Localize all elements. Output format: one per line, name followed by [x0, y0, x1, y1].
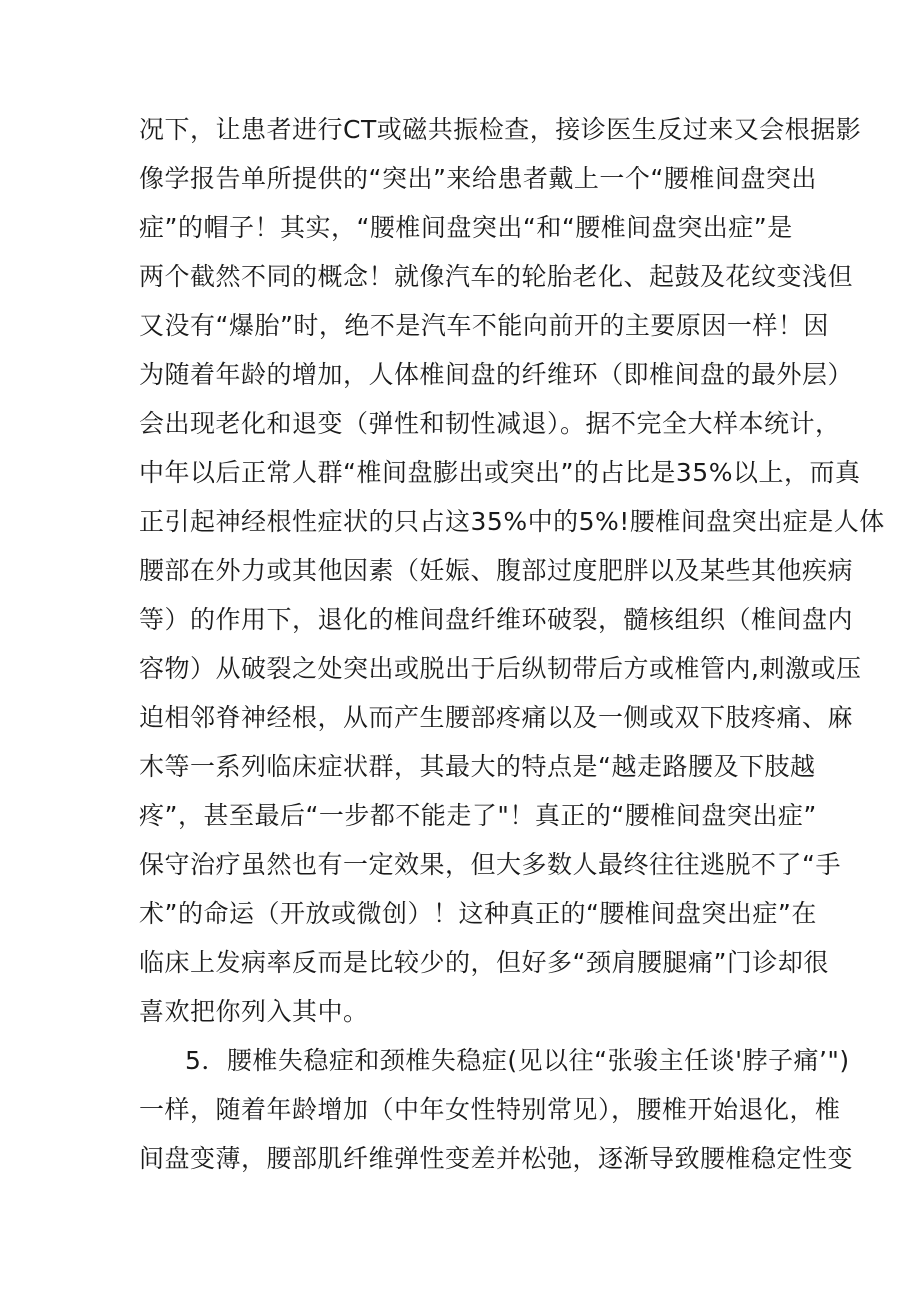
text-line: 临床上发病率反而是比较少的，但好多“颈肩腰腿痛”门诊却很: [139, 948, 829, 977]
paragraph-first-line: 5．腰椎失稳症和颈椎失稳症(见以往“张骏主任谈'脖子痛’"): [185, 1046, 850, 1075]
text-line: 症”的帽子！其实，“腰椎间盘突出“和“腰椎间盘突出症”是: [139, 213, 793, 242]
text-line: 况下，让患者进行CT或磁共振检查，接诊医生反过来又会根据影: [139, 115, 862, 144]
text-line: 喜欢把你列入其中。: [139, 997, 369, 1026]
text-line: 木等一系列临床症状群，其最大的特点是“越走路腰及下肢越: [139, 752, 816, 781]
text-line: 保守治疗虽然也有一定效果，但大多数人最终往往逃脱不了“手: [139, 850, 841, 879]
text-line: 等）的作用下，退化的椎间盘纤维环破裂，髓核组织（椎间盘内: [139, 605, 854, 634]
text-line: 术”的命运（开放或微创）！这种真正的“腰椎间盘突出症”在: [139, 899, 817, 928]
text-line: 正引起神经根性症状的只占这35%中的5%!腰椎间盘突出症是人体: [139, 507, 885, 536]
text-line: 像学报告单所提供的“突出”来给患者戴上一个“腰椎间盘突出: [139, 164, 817, 193]
text-line: 会出现老化和退变（弹性和韧性减退）。据不完全大样本统计，: [139, 409, 841, 438]
text-line: 腰部在外力或其他因素（妊娠、腹部过度肥胖以及某些其他疾病: [139, 556, 854, 585]
text-line: 中年以后正常人群“椎间盘膨出或突出”的占比是35%以上，而真: [139, 458, 861, 487]
text-line: 为随着年龄的增加，人体椎间盘的纤维环（即椎间盘的最外层）: [139, 360, 854, 389]
text-line: 疼”，甚至最后“一步都不能走了"！真正的“腰椎间盘突出症”: [139, 801, 817, 830]
text-line: 一样，随着年龄增加（中年女性特别常见），腰椎开始退化，椎: [139, 1095, 841, 1124]
text-line: 两个截然不同的概念！就像汽车的轮胎老化、起鼓及花纹变浅但: [139, 262, 854, 291]
text-line: 间盘变薄，腰部肌纤维弹性变差并松弛，逐渐导致腰椎稳定性变: [139, 1144, 854, 1173]
text-line: 又没有“爆胎”时，绝不是汽车不能向前开的主要原因一样！因: [139, 311, 829, 340]
text-line: 容物）从破裂之处突出或脱出于后纵韧带后方或椎管内,刺激或压: [139, 654, 862, 683]
text-line: 迫相邻脊神经根，从而产生腰部疼痛以及一侧或双下肢疼痛、麻: [139, 703, 854, 732]
